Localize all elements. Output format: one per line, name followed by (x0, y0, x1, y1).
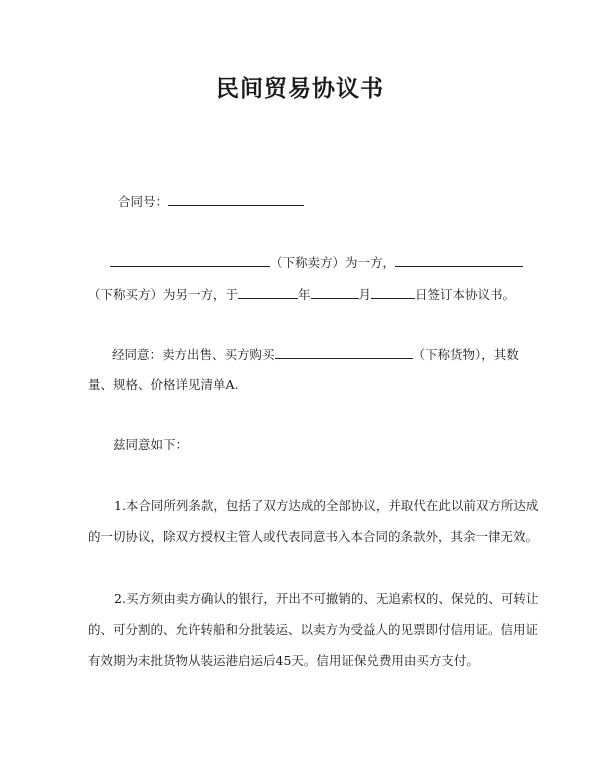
goods-name-blank[interactable] (275, 345, 413, 359)
seller-suffix-text: （下称卖方）为一方， (270, 255, 396, 270)
month-text: 月 (358, 287, 372, 302)
contract-number-blank[interactable] (168, 192, 304, 206)
agree-line-1 (112, 345, 519, 364)
seller-name-blank[interactable] (110, 253, 270, 267)
clause-2-line-2: 的、可分割的、允许转船和分批装运、以卖方为受益人的见票即付信用证。信用证 (88, 622, 539, 637)
clause-2-line-1: 2.买方须由卖方确认的银行，开出不可撤销的、无追索权的、保兑的、可转让 (114, 591, 539, 606)
clause-1-line-1: 1.本合同所列条款，包括了双方达成的全部协议，并取代在此以前双方所达成 (114, 498, 539, 513)
contract-number-row (118, 192, 304, 211)
agree-prefix-text: 经同意：卖方出售、买方购买 (112, 347, 275, 362)
month-blank[interactable] (311, 285, 359, 299)
zi-tong-yi-heading: 兹同意如下： (113, 437, 189, 452)
year-blank[interactable] (238, 285, 298, 299)
buyer-name-blank[interactable] (395, 253, 523, 267)
clause-1-line-2: 的一切协议，除双方授权主管人或代表同意书入本合同的条款外，其余一律无效。 (88, 529, 539, 544)
year-text: 年 (298, 287, 311, 302)
agree-line-2: 量、规格、价格详见清单A. (88, 377, 239, 392)
contract-number-label: 合同号： (118, 194, 169, 209)
clause-2-line-3: 有效期为末批货物从装运港启运后45天。信用证保兑费用由买方支付。 (88, 653, 479, 668)
day-tail-text: 日签订本协议书。 (415, 287, 516, 302)
party-line-1 (110, 253, 523, 272)
party-line-2 (88, 285, 515, 304)
agree-suffix-text: （下称货物），其数 (412, 347, 519, 362)
day-blank[interactable] (371, 285, 415, 299)
buyer-suffix-text: （下称买方）为另一方，于 (88, 287, 239, 302)
document-title: 民间贸易协议书 (216, 76, 384, 102)
